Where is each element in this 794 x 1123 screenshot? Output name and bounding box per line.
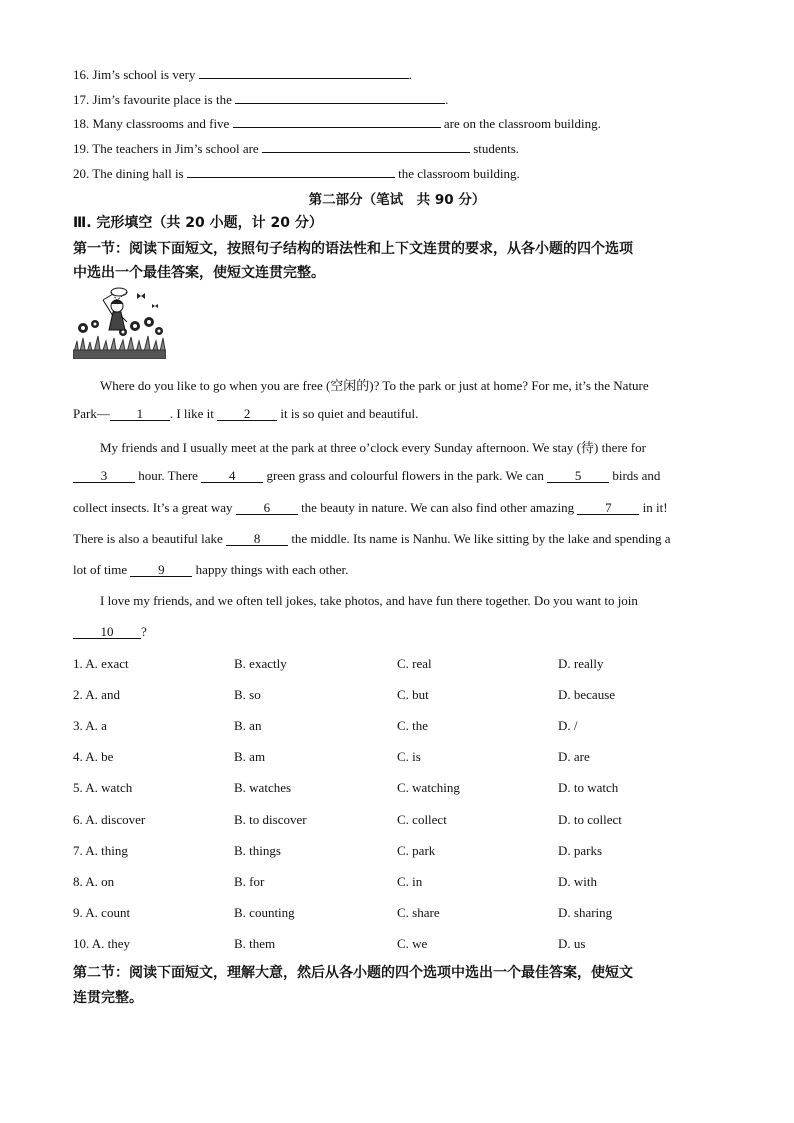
option-3a[interactable]: 3. A. a — [73, 718, 107, 733]
option-2a[interactable]: 2. A. and — [73, 687, 120, 702]
cloze-blank-3[interactable]: 3 — [73, 469, 135, 483]
option-8b[interactable]: B. for — [234, 874, 265, 889]
answer-blank-19[interactable] — [262, 140, 470, 153]
option-7b[interactable]: B. things — [234, 843, 281, 858]
option-row-4 — [73, 749, 733, 765]
section2-instructions-line2: 连贯完整。 — [73, 990, 143, 1006]
section2-instructions-line1: 第二节：阅读下面短文，理解大意，然后从各小题的四个选项中选出一个最佳答案，使短文 — [73, 965, 633, 981]
passage-p2-line2: 3 hour. There 4 green grass and colourful flowers in the park. We can 5 birds and — [73, 468, 660, 484]
cloze-blank-8[interactable]: 8 — [226, 532, 288, 546]
option-1d[interactable]: D. really — [558, 656, 604, 671]
question-19: 19. The teachers in Jim’s school are students. — [73, 141, 520, 156]
option-3b[interactable]: B. an — [234, 718, 262, 733]
option-9c[interactable]: C. share — [397, 905, 440, 920]
passage-p3-line1: I love my friends, and we often tell jokes, take photos, and have fun there together. Do you want to join — [100, 593, 638, 608]
cloze-blank-6[interactable]: 6 — [236, 501, 298, 515]
option-1a[interactable]: 1. A. exact — [73, 656, 129, 671]
question-17: 17. Jim’s favourite place is the . — [73, 92, 449, 107]
option-4d[interactable]: D. are — [558, 749, 590, 764]
passage-p1-line1: Where do you like to go when you are free (空闲的)? To the park or just at home? For me, it’s the Nature — [100, 378, 649, 393]
option-5a[interactable]: 5. A. watch — [73, 780, 133, 795]
option-row-10 — [73, 936, 733, 952]
option-10a[interactable]: 10. A. they — [73, 936, 131, 951]
section1-instructions-line1: 第一节：阅读下面短文，按照句子结构的语法性和上下文连贯的要求，从各小题的四个选项 — [73, 241, 633, 257]
answer-blank-18[interactable] — [233, 115, 441, 128]
option-6a[interactable]: 6. A. discover — [73, 812, 146, 827]
cloze-blank-4[interactable]: 4 — [201, 469, 263, 483]
passage-p2-line1: My friends and I usually meet at the park at three o’clock every Sunday afternoon. We stay (待) there for — [100, 440, 646, 455]
passage-p1-line2: Park— 1 . I like it 2 it is so quiet and beautiful. — [73, 406, 419, 421]
option-8c[interactable]: C. in — [397, 874, 423, 889]
option-row-7 — [73, 843, 733, 859]
answer-blank-16[interactable] — [199, 66, 409, 79]
option-4c[interactable]: C. is — [397, 749, 421, 764]
option-row-2 — [73, 687, 733, 703]
cloze-heading: Ⅲ. 完形填空（共 20 小题，计 20 分） — [73, 215, 323, 231]
option-10c[interactable]: C. we — [397, 936, 428, 951]
option-2c[interactable]: C. but — [397, 687, 429, 702]
option-7d[interactable]: D. parks — [558, 843, 603, 858]
question-16: 16. Jim’s school is very . — [73, 67, 412, 82]
cloze-blank-7[interactable]: 7 — [577, 501, 639, 515]
option-9b[interactable]: B. counting — [234, 905, 295, 920]
option-4b[interactable]: B. am — [234, 749, 266, 764]
option-4a[interactable]: 4. A. be — [73, 749, 114, 764]
option-2d[interactable]: D. because — [558, 687, 616, 702]
option-5c[interactable]: C. watching — [397, 780, 460, 795]
option-row-8 — [73, 874, 733, 890]
option-1c[interactable]: C. real — [397, 656, 432, 671]
question-18: 18. Many classrooms and five are on the classroom building. — [73, 116, 601, 131]
cloze-blank-1[interactable]: 1 — [110, 407, 170, 421]
option-1b[interactable]: B. exactly — [234, 656, 287, 671]
cloze-blank-9[interactable]: 9 — [130, 563, 192, 577]
section1-instructions-line2: 中选出一个最佳答案，使短文连贯完整。 — [73, 265, 325, 281]
option-5d[interactable]: D. to watch — [558, 780, 619, 795]
option-row-6 — [73, 812, 733, 828]
option-3d[interactable]: D. / — [558, 718, 578, 733]
option-row-3 — [73, 718, 733, 734]
cloze-blank-2[interactable]: 2 — [217, 407, 277, 421]
option-9a[interactable]: 9. A. count — [73, 905, 131, 920]
option-8d[interactable]: D. with — [558, 874, 597, 889]
option-row-1 — [73, 656, 733, 672]
passage-p3-line2: 10 ? — [73, 624, 147, 640]
passage-p2-line3: collect insects. It’s a great way 6 the beauty in nature. We can also find other amazing 7 in it! — [73, 500, 668, 515]
question-20: 20. The dining hall is the classroom building. — [73, 166, 520, 181]
answer-blank-17[interactable] — [235, 91, 445, 104]
option-row-9 — [73, 905, 733, 921]
option-7c[interactable]: C. park — [397, 843, 436, 858]
option-3c[interactable]: C. the — [397, 718, 429, 733]
answer-blank-20[interactable] — [187, 165, 395, 178]
option-10d[interactable]: D. us — [558, 936, 586, 951]
option-6b[interactable]: B. to discover — [234, 812, 307, 827]
option-9d[interactable]: D. sharing — [558, 905, 613, 920]
option-10b[interactable]: B. them — [234, 936, 276, 951]
girl-catching-butterflies-illustration — [73, 286, 166, 359]
passage-p2-line5: lot of time 9 happy things with each other. — [73, 562, 349, 577]
part-title: 第二部分（笔试 共 90 分） — [308, 192, 486, 208]
option-6c[interactable]: C. collect — [397, 812, 447, 827]
option-5b[interactable]: B. watches — [234, 780, 292, 795]
option-8a[interactable]: 8. A. on — [73, 874, 115, 889]
option-2b[interactable]: B. so — [234, 687, 261, 702]
option-row-5 — [73, 780, 733, 796]
option-6d[interactable]: D. to collect — [558, 812, 622, 827]
cloze-blank-5[interactable]: 5 — [547, 469, 609, 483]
passage-p2-line4: There is also a beautiful lake 8 the middle. Its name is Nanhu. We like sitting by the lake and spending a — [73, 531, 671, 546]
option-7a[interactable]: 7. A. thing — [73, 843, 128, 858]
cloze-blank-10[interactable]: 10 — [73, 625, 141, 639]
